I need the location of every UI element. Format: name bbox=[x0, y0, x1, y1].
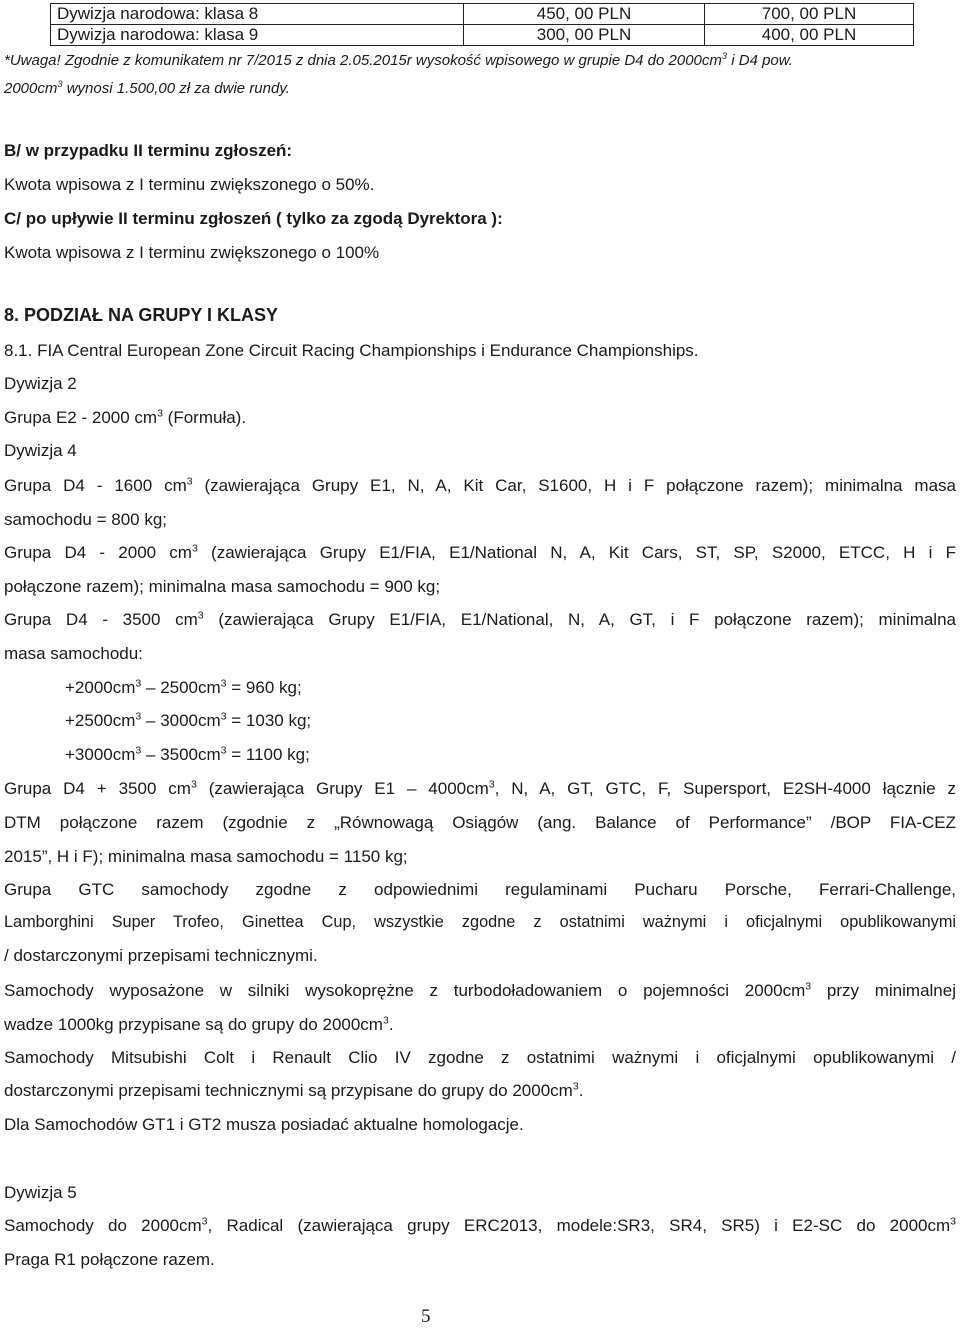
group-d4-1600-line-1: Grupa D4 - 1600 $cm^3$ (zawierająca Grupy E1, N, A, Kit Car, S1600, H i F połączone razem); minimalna masa bbox=[4, 476, 956, 495]
group-d4-3500-line-2: masa samochodu: bbox=[4, 644, 143, 663]
group-d4-3500-line-1: Grupa D4 - 3500 $cm^3$ (zawierająca Grupy E1/FIA, E1/National, N, A, GT, i F połączone razem); minimalna bbox=[4, 610, 956, 629]
section-b-text: Kwota wpisowa z I terminu zwiększonego o 50%. bbox=[4, 175, 375, 194]
chapter-heading: 8. PODZIAŁ NA GRUPY I KLASY bbox=[4, 305, 279, 325]
group-d4-1600-line-2: samochodu = 800 kg; bbox=[4, 510, 168, 529]
weight-row: $+2500cm^3 - 3000cm^3 = 1030$ kg; bbox=[65, 710, 312, 730]
table-row bbox=[51, 25, 914, 46]
group-gtc-line-3: / dostarczonymi przepisami technicznymi. bbox=[4, 946, 318, 965]
fee-label: Dywizja narodowa: klasa 8 bbox=[51, 4, 464, 25]
mitsubishi-renault-line-1: Samochody Mitsubishi Colt i Renault Clio IV zgodne z ostatnimi ważnymi i oficjalnymi opublikowanymi / bbox=[4, 1048, 956, 1067]
weight-row: $+3000cm^3 - 3500cm^3 = 1100$ kg; bbox=[65, 744, 310, 764]
group-gtc-line-1: Grupa GTC samochody zgodne z odpowiednimi regulaminami Pucharu Porsche, Ferrari-Challenge, bbox=[4, 880, 956, 899]
mitsubishi-renault-line-2: dostarczonymi przepisami technicznymi są przypisane do grupy do $2000cm^3$. bbox=[4, 1080, 584, 1100]
division-2-title: Dywizja 2 bbox=[4, 374, 77, 393]
group-d4-plus-3500-line-3: 2015”, H i F); minimalna masa samochodu = 1150 kg; bbox=[4, 847, 408, 866]
section-b-heading: B/ w przypadku II terminu zgłoszeń: bbox=[4, 141, 293, 160]
group-d4-plus-3500-line-2: DTM połączone razem (zgodnie z „Równowagą Osiągów (ang. Balance of Performance” /BOP FIA-CEZ bbox=[4, 813, 956, 832]
chapter-subheading: 8.1. FIA Central European Zone Circuit Racing Championships i Endurance Championships. bbox=[4, 341, 699, 360]
division-4-title: Dywizja 4 bbox=[4, 441, 77, 460]
fee-table bbox=[50, 3, 914, 46]
division-5-line-2: Praga R1 połączone razem. bbox=[4, 1250, 215, 1269]
page-number: 5 bbox=[421, 1306, 431, 1327]
fee-label: Dywizja narodowa: klasa 9 bbox=[51, 25, 464, 46]
fee-value-1: 300, 00 PLN bbox=[464, 25, 705, 46]
diesel-cars-line-2: wadze 1000kg przypisane są do grupy do $2000cm^3$. bbox=[4, 1014, 394, 1034]
fee-note-line-1: *Uwaga! Zgodnie z komunikatem nr 7/2015 z dnia 2.05.2015r wysokość wpisowego w grupie D4 do $2000cm^3$ i D4 pow. bbox=[4, 51, 793, 69]
division-5-title: Dywizja 5 bbox=[4, 1183, 77, 1202]
group-d4-2000-line-2: połączone razem); minimalna masa samochodu = 900 kg; bbox=[4, 577, 441, 596]
fee-value-1: 450, 00 PLN bbox=[464, 4, 705, 25]
fee-value-2: 700, 00 PLN bbox=[705, 4, 914, 25]
fee-value-2: 400, 00 PLN bbox=[705, 25, 914, 46]
fee-note-line-2: $2000cm^3$ wynosi 1.500,00 zł za dwie rundy. bbox=[4, 79, 290, 97]
section-c-text: Kwota wpisowa z I terminu zwiększonego o 100% bbox=[4, 243, 380, 262]
table-row bbox=[51, 4, 914, 25]
group-d4-2000-line-1: Grupa D4 - 2000 $cm^3$ (zawierająca Grupy E1/FIA, E1/National N, A, Kit Cars, ST, SP, S2000, ETCC, H i F bbox=[4, 543, 956, 562]
gt1-gt2-note: Dla Samochodów GT1 i GT2 musza posiadać aktualne homologacje. bbox=[4, 1115, 524, 1134]
group-d4-plus-3500-line-1: Grupa D4 + 3500 $cm^3$ (zawierająca Grupy $E1 - 4000cm^3$, N, A, GT, GTC, F, Supersport, E2SH-4000 łącznie z bbox=[4, 779, 956, 798]
group-gtc-line-2: Lamborghini Super Trofeo, Ginettea Cup, wszystkie zgodne z ostatnimi ważnymi i oficjalnymi opublikowanymi bbox=[4, 913, 956, 931]
section-c-heading: C/ po upływie II terminu zgłoszeń ( tylko za zgodą Dyrektora ): bbox=[4, 209, 503, 228]
weight-row: $+2000cm^3 - 2500cm^3 = 960$ kg; bbox=[65, 677, 302, 697]
diesel-cars-line-1: Samochody wyposażone w silniki wysokoprężne z turbodoładowaniem o pojemności $2000cm^3$ przy minimalnej bbox=[4, 981, 956, 1000]
division-5-line-1: Samochody do $2000cm^3$, Radical (zawierająca grupy ERC2013, modele:SR3, SR4, SR5) i E2-SC do $2000cm^3$ bbox=[4, 1216, 956, 1235]
division-2-group: Grupa E2 - 2000 $cm^3$ (Formuła). bbox=[4, 407, 247, 427]
